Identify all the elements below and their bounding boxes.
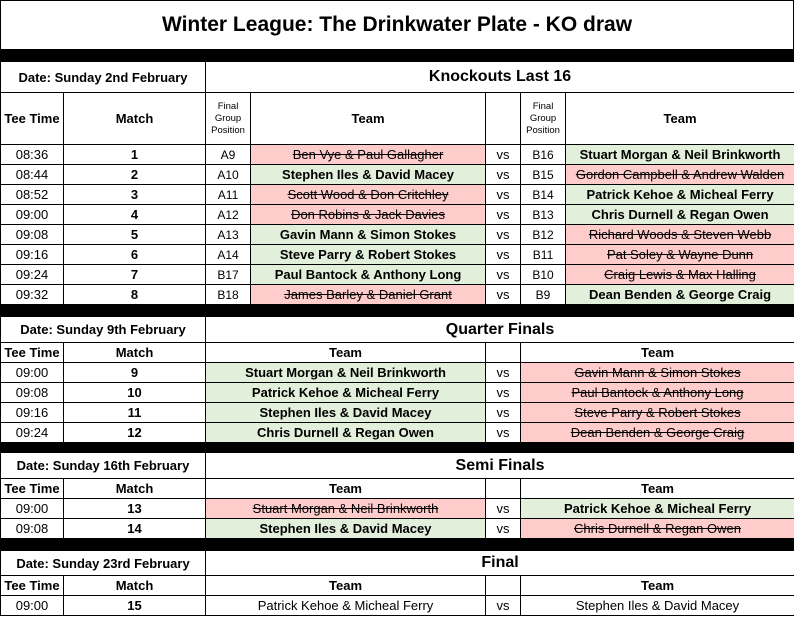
tee-time-cell: 09:24 xyxy=(1,265,64,285)
group-position-cell: B9 xyxy=(521,285,566,305)
match-number-cell: 4 xyxy=(64,205,206,225)
tee-time-cell: 09:32 xyxy=(1,285,64,305)
vs-label: vs xyxy=(486,363,521,383)
team-home-cell: Stuart Morgan & Neil Brinkworth xyxy=(206,499,486,519)
team-home-cell: Patrick Kehoe & Micheal Ferry xyxy=(206,596,486,616)
vs-label: vs xyxy=(486,423,521,443)
group-position-cell: B17 xyxy=(206,265,251,285)
team-home-cell: Gavin Mann & Simon Stokes xyxy=(251,225,486,245)
table-row xyxy=(1,499,794,519)
team-away-cell: Gordon Campbell & Andrew Walden xyxy=(566,165,794,185)
team-home-cell: Paul Bantock & Anthony Long xyxy=(251,265,486,285)
quarter-table xyxy=(0,316,794,443)
section-divider xyxy=(0,304,794,316)
tee-time-cell: 09:00 xyxy=(1,363,64,383)
match-number-cell: 2 xyxy=(64,165,206,185)
vs-label: vs xyxy=(486,205,521,225)
match-number-cell: 3 xyxy=(64,185,206,205)
group-position-cell: A10 xyxy=(206,165,251,185)
last16-date: Date: Sunday 2nd February xyxy=(1,62,206,93)
vs-label: vs xyxy=(486,245,521,265)
vs-label: vs xyxy=(486,596,521,616)
team-header: Team xyxy=(521,576,794,596)
team-away-cell: Richard Woods & Steven Webb xyxy=(566,225,794,245)
last16-round-title: Knockouts Last 16 xyxy=(206,62,794,93)
team-home-cell: Patrick Kehoe & Micheal Ferry xyxy=(206,383,486,403)
team-away-cell: Paul Bantock & Anthony Long xyxy=(521,383,794,403)
table-row xyxy=(1,285,794,305)
team-header: Team xyxy=(206,576,486,596)
tee-time-cell: 08:36 xyxy=(1,145,64,165)
section-divider xyxy=(0,50,794,61)
table-row xyxy=(1,165,794,185)
group-position-cell: B12 xyxy=(521,225,566,245)
team-home-cell: Scott Wood & Don Critchley xyxy=(251,185,486,205)
group-position-cell: A13 xyxy=(206,225,251,245)
table-row xyxy=(1,185,794,205)
team-header: Team xyxy=(206,479,486,499)
team-header: Team xyxy=(521,343,794,363)
team-header: Team xyxy=(206,343,486,363)
section-divider xyxy=(0,539,794,550)
match-number-cell: 5 xyxy=(64,225,206,245)
vs-header-blank xyxy=(486,576,521,596)
match-header: Match xyxy=(64,93,206,145)
vs-label: vs xyxy=(486,403,521,423)
team-header: Team xyxy=(521,479,794,499)
group-position-cell: B16 xyxy=(521,145,566,165)
match-header: Match xyxy=(64,343,206,363)
group-position-cell: A12 xyxy=(206,205,251,225)
table-row xyxy=(1,265,794,285)
final-round-title: Final xyxy=(206,551,794,576)
vs-header-blank xyxy=(486,479,521,499)
group-position-cell: B18 xyxy=(206,285,251,305)
table-row xyxy=(1,225,794,245)
team-away-cell: Craig Lewis & Max Halling xyxy=(566,265,794,285)
match-number-cell: 1 xyxy=(64,145,206,165)
vs-label: vs xyxy=(486,145,521,165)
group-position-cell: A14 xyxy=(206,245,251,265)
tee-time-header: Tee Time xyxy=(1,576,64,596)
semi-table xyxy=(0,452,794,539)
team-home-cell: Ben Vye & Paul Gallagher xyxy=(251,145,486,165)
team-away-cell: Dean Benden & George Craig xyxy=(566,285,794,305)
match-number-cell: 10 xyxy=(64,383,206,403)
match-number-cell: 13 xyxy=(64,499,206,519)
tee-time-cell: 09:08 xyxy=(1,225,64,245)
tee-time-header: Tee Time xyxy=(1,479,64,499)
tee-time-cell: 09:00 xyxy=(1,205,64,225)
tee-time-cell: 09:08 xyxy=(1,383,64,403)
match-number-cell: 15 xyxy=(64,596,206,616)
group-position-cell: A11 xyxy=(206,185,251,205)
tee-time-cell: 09:00 xyxy=(1,499,64,519)
match-number-cell: 7 xyxy=(64,265,206,285)
semi-date: Date: Sunday 16th February xyxy=(1,453,206,479)
team-home-cell: Steve Parry & Robert Stokes xyxy=(251,245,486,265)
match-number-cell: 11 xyxy=(64,403,206,423)
semi-round-title: Semi Finals xyxy=(206,453,794,479)
vs-label: vs xyxy=(486,519,521,539)
group-position-header: Final Group Position xyxy=(206,93,251,145)
table-row xyxy=(1,423,794,443)
vs-header-blank xyxy=(486,93,521,145)
vs-label: vs xyxy=(486,185,521,205)
team-home-cell: Stuart Morgan & Neil Brinkworth xyxy=(206,363,486,383)
match-number-cell: 8 xyxy=(64,285,206,305)
match-header: Match xyxy=(64,576,206,596)
match-header: Match xyxy=(64,479,206,499)
vs-label: vs xyxy=(486,165,521,185)
group-position-header: Final Group Position xyxy=(521,93,566,145)
tee-time-cell: 08:52 xyxy=(1,185,64,205)
team-away-cell: Pat Soley & Wayne Dunn xyxy=(566,245,794,265)
tee-time-cell: 09:16 xyxy=(1,403,64,423)
section-divider xyxy=(0,443,794,452)
table-row xyxy=(1,519,794,539)
group-position-cell: B15 xyxy=(521,165,566,185)
match-number-cell: 14 xyxy=(64,519,206,539)
team-home-cell: Stephen Iles & David Macey xyxy=(206,403,486,423)
group-position-cell: B10 xyxy=(521,265,566,285)
team-away-cell: Patrick Kehoe & Micheal Ferry xyxy=(521,499,794,519)
match-number-cell: 12 xyxy=(64,423,206,443)
tee-time-header: Tee Time xyxy=(1,343,64,363)
tee-time-header: Tee Time xyxy=(1,93,64,145)
match-number-cell: 9 xyxy=(64,363,206,383)
vs-header-blank xyxy=(486,343,521,363)
team-away-cell: Stephen Iles & David Macey xyxy=(521,596,794,616)
team-away-cell: Steve Parry & Robert Stokes xyxy=(521,403,794,423)
team-away-cell: Stuart Morgan & Neil Brinkworth xyxy=(566,145,794,165)
final-table xyxy=(0,550,794,616)
table-row xyxy=(1,145,794,165)
team-away-cell: Patrick Kehoe & Micheal Ferry xyxy=(566,185,794,205)
tee-time-cell: 09:24 xyxy=(1,423,64,443)
team-home-cell: Stephen Iles & David Macey xyxy=(206,519,486,539)
team-home-cell: Stephen Iles & David Macey xyxy=(251,165,486,185)
vs-label: vs xyxy=(486,265,521,285)
tee-time-cell: 09:16 xyxy=(1,245,64,265)
team-header: Team xyxy=(566,93,794,145)
table-row xyxy=(1,403,794,423)
team-header: Team xyxy=(251,93,486,145)
team-away-cell: Gavin Mann & Simon Stokes xyxy=(521,363,794,383)
quarter-date: Date: Sunday 9th February xyxy=(1,317,206,343)
match-number-cell: 6 xyxy=(64,245,206,265)
tee-time-cell: 09:08 xyxy=(1,519,64,539)
team-home-cell: Chris Durnell & Regan Owen xyxy=(206,423,486,443)
group-position-cell: A9 xyxy=(206,145,251,165)
team-home-cell: Don Robins & Jack Davies xyxy=(251,205,486,225)
team-home-cell: James Barley & Daniel Grant xyxy=(251,285,486,305)
vs-label: vs xyxy=(486,285,521,305)
vs-label: vs xyxy=(486,383,521,403)
team-away-cell: Dean Benden & George Craig xyxy=(521,423,794,443)
table-row xyxy=(1,205,794,225)
table-row xyxy=(1,245,794,265)
tee-time-cell: 08:44 xyxy=(1,165,64,185)
group-position-cell: B13 xyxy=(521,205,566,225)
tee-time-cell: 09:00 xyxy=(1,596,64,616)
quarter-round-title: Quarter Finals xyxy=(206,317,794,343)
group-position-cell: B11 xyxy=(521,245,566,265)
vs-label: vs xyxy=(486,499,521,519)
team-away-cell: Chris Durnell & Regan Owen xyxy=(521,519,794,539)
table-row xyxy=(1,596,794,616)
group-position-cell: B14 xyxy=(521,185,566,205)
page-title: Winter League: The Drinkwater Plate - KO draw xyxy=(0,0,794,50)
team-away-cell: Chris Durnell & Regan Owen xyxy=(566,205,794,225)
table-row xyxy=(1,383,794,403)
last16-table xyxy=(0,61,794,305)
table-row xyxy=(1,363,794,383)
final-date: Date: Sunday 23rd February xyxy=(1,551,206,576)
vs-label: vs xyxy=(486,225,521,245)
